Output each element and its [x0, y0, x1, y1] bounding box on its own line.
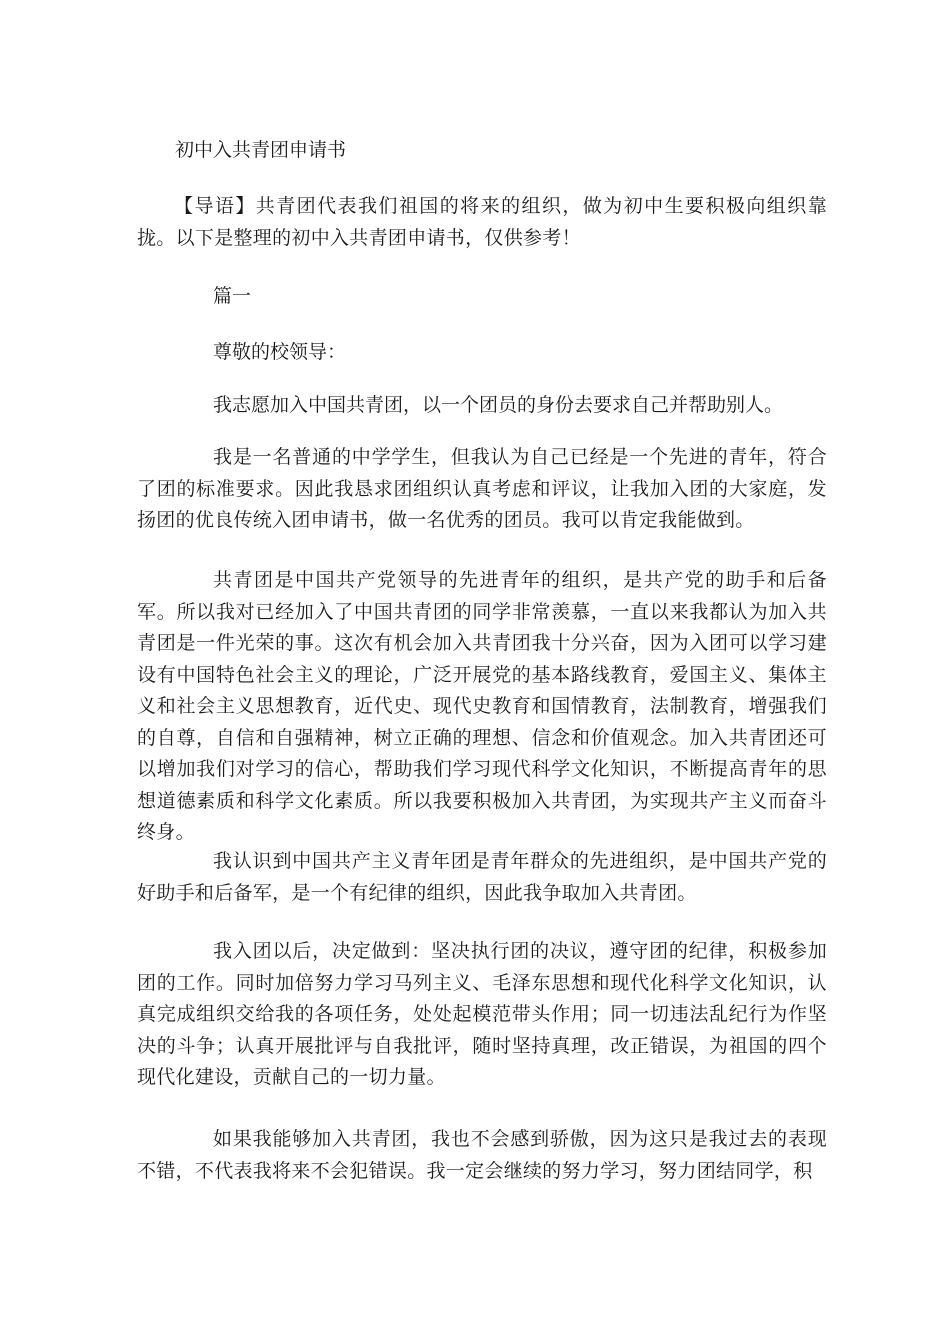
document-title: 初中入共青团申请书: [175, 139, 347, 161]
paragraph-6: 如果我能够加入共青团，我也不会感到骄傲，因为这只是我过去的表现不错，不代表我将来不会犯错误。我一定会继续的努力学习，努力团结同学，积: [137, 1128, 827, 1182]
section-label: 篇一: [213, 285, 252, 307]
salutation: 尊敬的校领导：: [213, 341, 347, 363]
paragraph-1: 我志愿加入中国共青团，以一个团员的身份去要求自己并帮助别人。: [213, 394, 784, 416]
intro-paragraph: 【导语】共青团代表我们祖国的将来的组织，做为初中生要积极向组织靠拢。以下是整理的初中入共青团申请书，仅供参考！: [137, 195, 827, 249]
paragraph-4: 我认识到中国共产主义青年团是青年群众的先进组织，是中国共产党的好助手和后备军，是一个有纪律的组织，因此我争取加入共青团。: [137, 850, 827, 904]
paragraph-5: 我入团以后，决定做到：坚决执行团的决议，遵守团的纪律，积极参加团的工作。同时加倍努力学习马列主义、毛泽东思想和现代化科学文化知识，认真完成组织交给我的各项任务，处处起模范带头作用；同一切违法乱纪行为作坚决的斗争；认真开展批评与自我批评，随时坚持真理，改正错误，为祖国的四个现代化建设，贡献自己的一切力量。: [137, 940, 827, 1088]
paragraph-3: 共青团是中国共产党领导的先进青年的组织，是共产党的助手和后备军。所以我对已经加入了中国共青团的同学非常羡慕，一直以来我都认为加入共青团是一件光荣的事。这次有机会加入共青团我十分兴奋，因为入团可以学习建设有中国特色社会主义的理论，广泛开展党的基本路线教育，爱国主义、集体主义和社会主义思想教育，近代史、现代史教育和国情教育，法制教育，增强我们的自尊，自信和自强精神，树立正确的理想、信念和价值观念。加入共青团还可以增加我们对学习的信心，帮助我们学习现代科学文化知识，不断提高青年的思想道德素质和科学文化素质。所以我要积极加入共青团，为实现共产主义而奋斗终身。: [137, 569, 827, 843]
paragraph-2: 我是一名普通的中学学生，但我认为自己已经是一个先进的青年，符合了团的标准要求。因此我恳求团组织认真考虑和评议，让我加入团的大家庭，发扬团的优良传统入团申请书，做一名优秀的团员。我可以肯定我能做到。: [137, 446, 827, 531]
